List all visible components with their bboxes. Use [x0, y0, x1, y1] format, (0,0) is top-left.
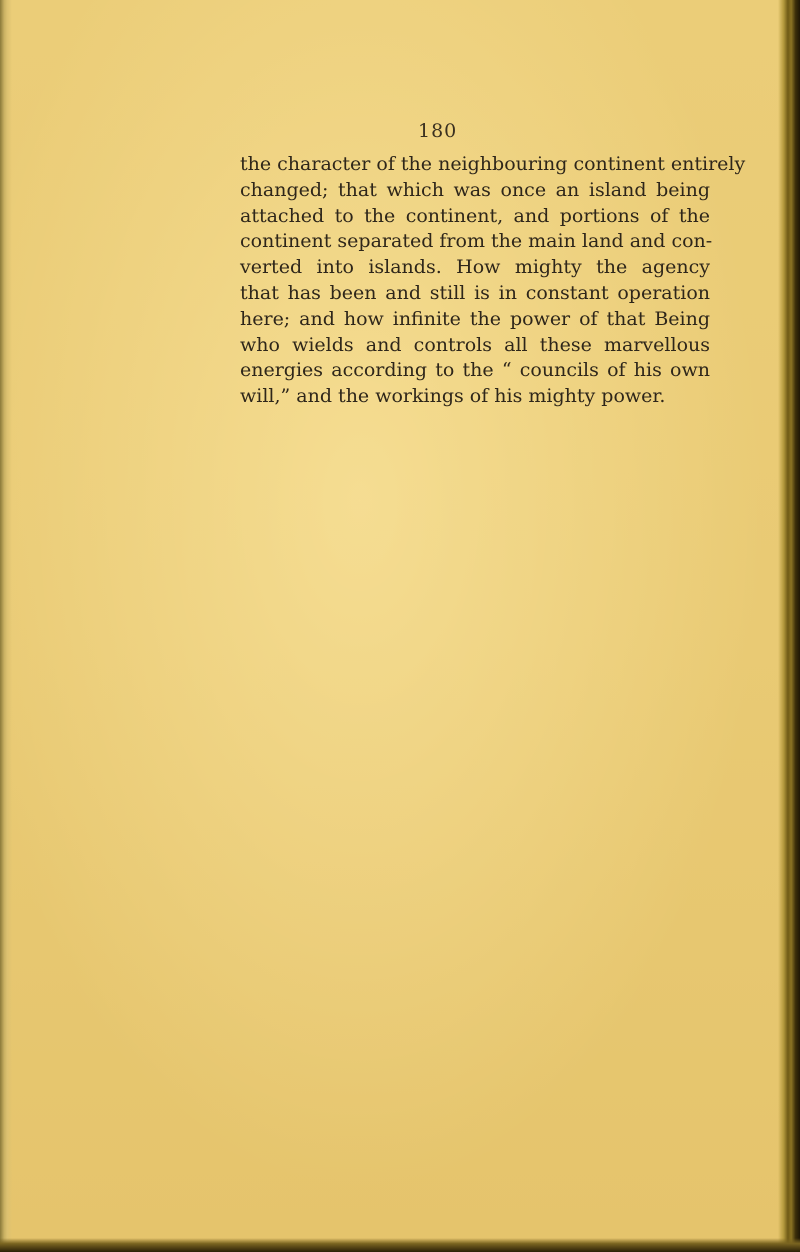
text-line: verted into islands. How mighty the agency — [240, 256, 710, 279]
text-line: the character of the neighbouring continent entirely — [240, 153, 746, 175]
text-line: continent separated from the main land and con- — [240, 230, 713, 253]
page-number: 180 — [418, 120, 458, 142]
text-line: will,” and the workings of his mighty power. — [240, 385, 666, 408]
page-bottom-edge — [0, 1238, 800, 1252]
text-line: here; and how infinite the power of that Being — [240, 307, 710, 330]
page-right-edge — [778, 0, 800, 1252]
text-line: that has been and still is in constant operation — [240, 281, 710, 304]
text-line: who wields and controls all these marvellous — [240, 333, 710, 356]
text-line: attached to the continent, and portions of the — [240, 204, 710, 227]
text-line: changed; that which was once an island being — [240, 178, 710, 201]
page-left-edge — [0, 0, 12, 1252]
paragraph — [240, 152, 746, 410]
text-line: energies according to the “ councils of his own — [240, 359, 710, 382]
